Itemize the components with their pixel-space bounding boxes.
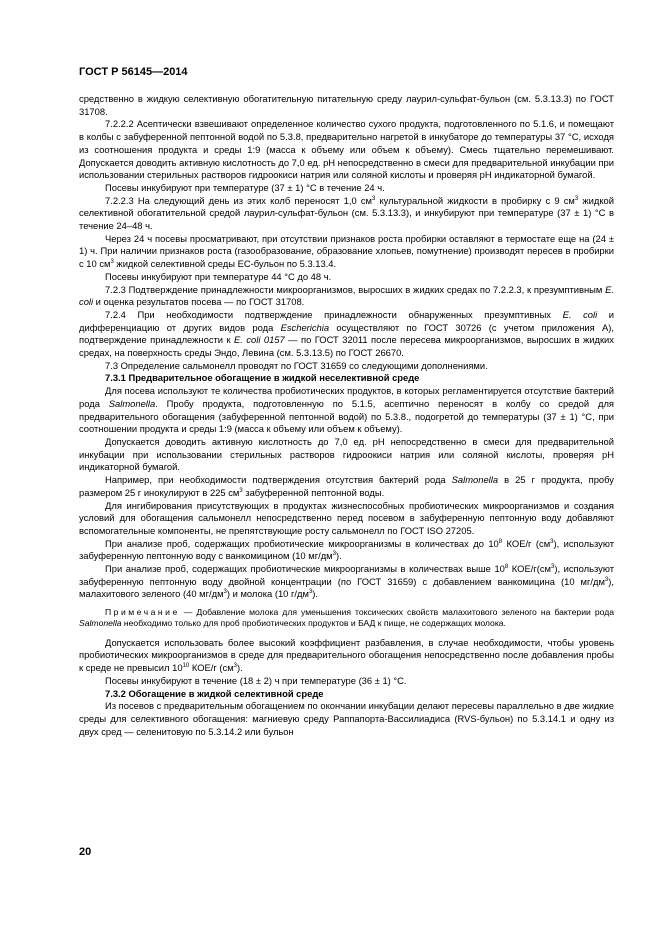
paragraph: Для посева используют те количества пробиотических продуктов, в которых регламентируется отсутствие бактерий рода Salmonella. Пробу продукта, подготовленную по 5.1.5, асептично переносят в колбу со средой для предварительного обогащения (забуференной пептонной водой) по 5.3.8., подогретой до температуры (37 ± 1) °С, при соотношении продукта и среды 1:9 (масса к объему или объем к объему). — [79, 385, 615, 435]
paragraph: Для ингибирования присутствующих в продуктах жизнеспособных пробиотических микроорганизмов и создания условий для обогащения сальмонелл непосредственно перед посевом в забуференную пептонную воду добавляют вспомогательные компоненты, не препятствующие росту сальмонелл по ГОСТ ISO 27205. — [79, 499, 614, 536]
paragraph: 7.2.2.3 На следующий день из этих колб переносят 1,0 $см^3$ культуральной жидкости в пробирку с 9 $см^3$ жидкой селективной обогатительной средой лаурил-сульфат-бульон (см. 5.3.13.3), и инкубируют при температуре (37 ± 1) °С в течение 24–48 ч. — [79, 194, 614, 232]
paragraph: Посевы инкубируют при температуре (37 ± 1) °С в течение 24 ч. — [105, 181, 385, 193]
paragraph: При анализе проб, содержащих пробиотические микроорганизмы в количествах выше $10^8$ КОЕ/$г(см^3)$, используют забуференную пептонную воду двойной концентрации (по ГОСТ 31659) с добавлением ванкомицина (10 $мг/дм^3$), малахитового зеленого (40 $мг/дм^3$) и молока (10 $г/дм^3$). — [79, 563, 614, 600]
paragraph: 7.2.4 При необходимости подтверждение принадлежности обнаруженных презумптивных E. coli и дифференциацию от других видов рода Escherichia осуществляют по ГОСТ 30726 (с учетом приложения А), подтверждение принадлежности к E. coli 0157 — по ГОСТ 32011 после пересева микроорганизмов, выросших в жидких средах, на поверхность среды Эндо, Левина (см. 5.3.13.5) по ГОСТ 26670. — [79, 308, 615, 359]
paragraph: Через 24 ч посевы просматривают, при отсутствии признаков роста пробирки оставляют в термостате еще на (24 ± 1) ч. При наличии признаков роста (газообразование, образование хлопьев, помутнение) производят пересев в пробирки с 10 $см^3$ жидкой селективной среды ЕС-бульон по 5.3.13.4. — [79, 232, 614, 270]
document-header: ГОСТ Р 56145—2014 — [79, 66, 188, 78]
paragraph: 7.2.2.2 Асептически взвешивают определенное количество сухого продукта, подготовленного по 5.1.6, и помещают в колбы с забуференной пептонной водой по 5.3.8, предварительно нагретой в инкубаторе до температуры 37 °С, исходя из соотношения продукта и среды 1:9 (масса к объему или объем к объему). Смесь тщательно перемешивают. Допускается доводить активную кислотность до 7,0 ед. рН непосредственно в смеси для предварительной инкубации при использовании стерильных растворов гидроокиси натрия или соляной кислоты и проверяя рН индикаторной бумагой. — [79, 118, 614, 181]
document-body — [79, 93, 614, 738]
paragraph: Посевы инкубируют при температуре 44 °С до 48 ч. — [105, 270, 332, 282]
paragraph: средственно в жидкую селективную обогатительную питательную среду лаурил-сульфат-бульон (см. 5.3.13.3) по ГОСТ 31708. — [79, 93, 614, 117]
paragraph: Допускается использовать более высокий коэффициент разбавления, в случае необходимости, чтобы уровень пробиотических микроорганизмов в среде для предварительного обогащения непосредственно после добавления пробы к среде не превысил $10^{10}$ КОЕ/г $(см^3)$. — [79, 636, 614, 674]
paragraph: При анализе проб, содержащих пробиотические микроорганизмы в количествах до $10^8$ КОЕ/г $(см^3)$, используют забуференную пептонную воду с ванкомицином (10 $мг/дм^3$). — [79, 537, 614, 562]
paragraph: Например, при необходимости подтверждения отсутствия бактерий рода Salmonella в 25 г продукта, пробу размером 25 г инокулируют в 225 $см^3$ забуференной пептонной воды. — [79, 474, 614, 498]
paragraph: 7.2.3 Подтверждение принадлежности микроорганизмов, выросших в жидких средах по 7.2.2.3, к презумптивным E. coli и оценка результатов посева — по ГОСТ 31708. — [79, 283, 614, 308]
paragraph: Допускается доводить активную кислотность до 7,0 ед. рН непосредственно в смеси для предварительной инкубации при использовании стерильных растворов гидроокиси натрия или соляной кислоты, проверяя рН индикаторной бумагой. — [79, 435, 614, 473]
paragraph: Посевы инкубируют в течение (18 ± 2) ч при температуре (36 ± 1) °С. — [105, 674, 407, 686]
note-label: Примечание — [105, 607, 180, 618]
section-heading: 7.3.2 Обогащение в жидкой селективной среде — [105, 687, 324, 699]
page-number: 20 — [79, 846, 92, 858]
note: Примечание — Добавление молока для уменьшения токсических свойств малахитового зеленого на бактерии рода Salmonella необходимо только для проб пробиотических продуктов и БАД к пище, не содержащих молока. — [79, 607, 614, 629]
paragraph: 7.3 Определение сальмонелл проводят по ГОСТ 31659 со следующими дополнениями. — [105, 359, 488, 371]
section-heading: 7.3.1 Предварительное обогащение в жидкой неселективной среде — [105, 372, 420, 384]
paragraph: Из посевов с предварительным обогащением по окончании инкубации делают пересевы параллельно в две жидкие среды для селективного обогащения: магниевую среду Раппапорта-Вассилиадиса (RVS-бульон) по 5.3.14.1 и одну из двух сред — селенитовую по 5.3.14.2 или бульон — [79, 700, 614, 737]
